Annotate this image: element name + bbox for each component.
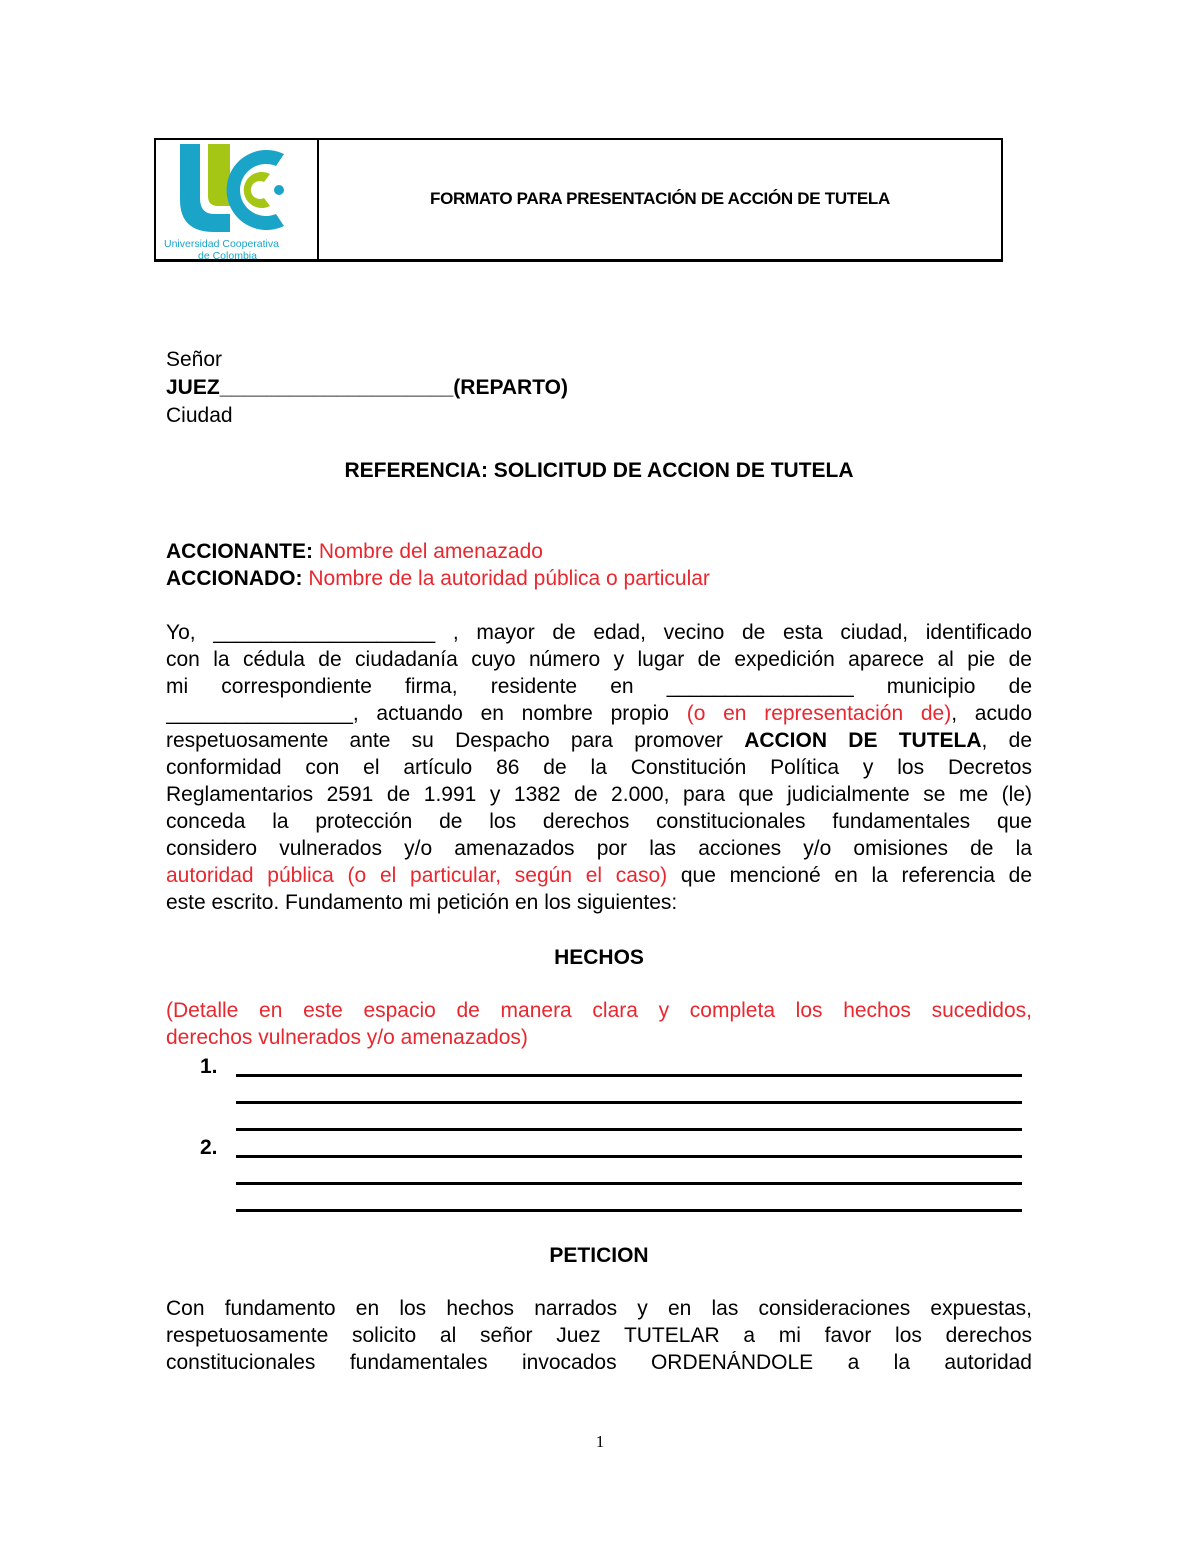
judge-blank: ____________________ bbox=[219, 376, 454, 399]
intro-line-4 bbox=[166, 702, 1032, 729]
hechos-item-2-line-1[interactable] bbox=[236, 1155, 1022, 1158]
intro-authority-note: autoridad pública (o el particular, según el caso) bbox=[166, 864, 668, 887]
hechos-item-1-line-3[interactable] bbox=[236, 1128, 1022, 1131]
peticion-line-3: constitucionales fundamentales invocados ORDENÁNDOLE a la autoridad bbox=[166, 1351, 1032, 1374]
intro-representation-note: (o en representación de) bbox=[686, 702, 952, 725]
intro-line-10 bbox=[166, 864, 1032, 891]
accionante-value: Nombre del amenazado bbox=[318, 540, 543, 563]
hechos-instruction-1: (Detalle en este espacio de manera clara y completa los hechos sucedidos, bbox=[166, 999, 1032, 1022]
hechos-item-number: 2. bbox=[200, 1136, 218, 1159]
judge-suffix: (REPARTO) bbox=[453, 376, 569, 399]
intro-line-1 bbox=[166, 621, 1032, 648]
intro-text: , acudo bbox=[951, 702, 1032, 725]
intro-line-5 bbox=[166, 729, 1032, 756]
title-cell bbox=[319, 140, 1001, 259]
peticion-line-2: respetuosamente solicito al señor Juez TUTELAR a mi favor los derechos bbox=[166, 1324, 1032, 1347]
intro-text: mi correspondiente firma, residente en bbox=[166, 675, 634, 698]
intro-line-7: Reglamentarios 2591 de 1.991 y 1382 de 2.000, para que judicialmente se me (le) bbox=[166, 783, 1032, 806]
peticion-line-1: Con fundamento en los hechos narrados y en las consideraciones expuestas, bbox=[166, 1297, 1032, 1320]
intro-line-2: con la cédula de ciudadanía cuyo número y lugar de expedición aparece al pie de bbox=[166, 648, 1032, 671]
intro-line-11: este escrito. Fundamento mi petición en los siguientes: bbox=[166, 891, 678, 914]
salutation-ciudad: Ciudad bbox=[166, 404, 233, 427]
intro-accion-tutela: ACCION DE TUTELA bbox=[744, 729, 982, 752]
reference-heading: REFERENCIA: SOLICITUD DE ACCION DE TUTELA bbox=[344, 459, 854, 482]
logo-cell bbox=[156, 140, 319, 262]
intro-blank-residence: ________________ bbox=[666, 675, 854, 698]
hechos-item-number: 1. bbox=[200, 1055, 218, 1078]
intro-line-8: conceda la protección de los derechos constitucionales fundamentales que bbox=[166, 810, 1032, 833]
hechos-instruction-2: derechos vulnerados y/o amenazados) bbox=[166, 1026, 528, 1049]
peticion-heading: PETICION bbox=[549, 1244, 649, 1267]
salutation-senor: Señor bbox=[166, 348, 223, 371]
intro-text: respetuosamente ante su Despacho para promover bbox=[166, 729, 723, 752]
intro-text: , mayor de edad, vecino de esta ciudad, identificado bbox=[452, 621, 1032, 644]
logo-text-line1: Universidad Cooperativa bbox=[164, 238, 279, 250]
accionado-label: ACCIONADO: bbox=[166, 567, 303, 590]
intro-blank-name: ___________________ bbox=[213, 621, 436, 644]
intro-text: ________________, actuando en nombre propio bbox=[166, 702, 669, 725]
intro-line-6: conformidad con el artículo 86 de la Constitución Política y los Decretos bbox=[166, 756, 1032, 779]
intro-line-3 bbox=[166, 675, 1032, 702]
hechos-item-2-line-3[interactable] bbox=[236, 1209, 1022, 1212]
document-title: FORMATO PARA PRESENTACIÓN DE ACCIÓN DE TUTELA bbox=[430, 188, 890, 208]
intro-line-9: considero vulnerados y/o amenazados por las acciones y/o omisiones de la bbox=[166, 837, 1032, 860]
accionado-line bbox=[166, 567, 710, 591]
accionante-line bbox=[166, 540, 543, 564]
intro-text: municipio de bbox=[886, 675, 1032, 698]
accionado-value: Nombre de la autoridad pública o particular bbox=[308, 567, 710, 590]
salutation-judge bbox=[166, 376, 568, 400]
header-table bbox=[154, 138, 1003, 262]
logo-text-line2: de Colombia bbox=[198, 250, 257, 262]
hechos-item-2-line-2[interactable] bbox=[236, 1182, 1022, 1185]
hechos-item-1-line-1[interactable] bbox=[236, 1074, 1022, 1077]
intro-text: , de bbox=[981, 729, 1032, 752]
intro-text: que mencioné en la referencia de bbox=[667, 864, 1032, 887]
page-number: 1 bbox=[595, 1432, 605, 1451]
accionante-label: ACCIONANTE: bbox=[166, 540, 313, 563]
hechos-heading: HECHOS bbox=[554, 946, 644, 969]
judge-prefix: JUEZ bbox=[166, 376, 220, 399]
intro-text: Yo, bbox=[166, 621, 196, 644]
hechos-item-1-line-2[interactable] bbox=[236, 1101, 1022, 1104]
